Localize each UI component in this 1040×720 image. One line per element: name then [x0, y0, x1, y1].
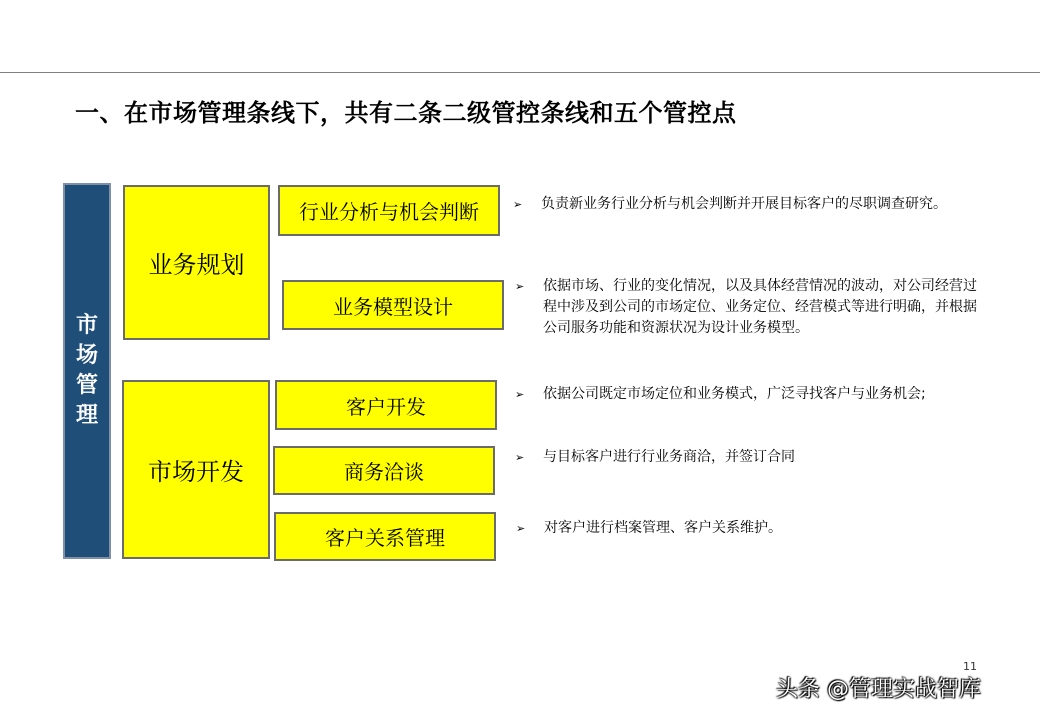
description-business-negotiation	[515, 447, 985, 469]
description-industry-analysis	[513, 194, 983, 238]
description-text: 对客户进行档案管理、客户关系维护。	[544, 520, 782, 536]
description-text: 依据公司既定市场定位和业务模式，广泛寻找客户与业务机会;	[543, 386, 926, 402]
description-text: 负责新业务行业分析与机会判断并开展目标客户的尽职调查研究。	[541, 196, 947, 212]
watermark: 头条 @管理实战智库	[776, 677, 981, 702]
control-point-industry-analysis: 行业分析与机会判断	[278, 185, 500, 236]
top-divider	[0, 72, 1040, 73]
bullet-arrow-icon: ➢	[515, 388, 525, 401]
description-text: 依据市场、行业的变化情况，以及具体经营情况的波动，对公司经营过程中涉及到公司的市场定位、业务定位、经营模式等进行明确，并根据公司服务功能和资源状况为设计业务模型。	[543, 278, 977, 336]
group-box-market-development: 市场开发	[122, 380, 270, 559]
description-business-model-design	[515, 276, 985, 342]
control-point-customer-relationship: 客户关系管理	[274, 512, 496, 561]
description-text: 与目标客户进行行业务商洽，并签订合同	[543, 449, 795, 465]
page-number: 11	[963, 660, 977, 673]
control-point-business-negotiation: 商务洽谈	[273, 446, 495, 495]
bullet-arrow-icon: ➢	[515, 280, 525, 293]
description-customer-relationship	[516, 518, 986, 540]
bullet-arrow-icon: ➢	[515, 451, 525, 464]
slide-title: 一、在市场管理条线下，共有二条二级管控条线和五个管控点	[75, 99, 737, 127]
description-customer-development	[515, 384, 1015, 406]
group-box-business-planning: 业务规划	[123, 185, 270, 340]
control-point-business-model-design: 业务模型设计	[282, 280, 504, 330]
side-category-bar	[63, 183, 111, 559]
bullet-arrow-icon: ➢	[516, 522, 526, 535]
side-category-label: 市场管理	[75, 313, 98, 428]
bullet-arrow-icon: ➢	[513, 198, 523, 211]
control-point-customer-development: 客户开发	[275, 380, 497, 430]
